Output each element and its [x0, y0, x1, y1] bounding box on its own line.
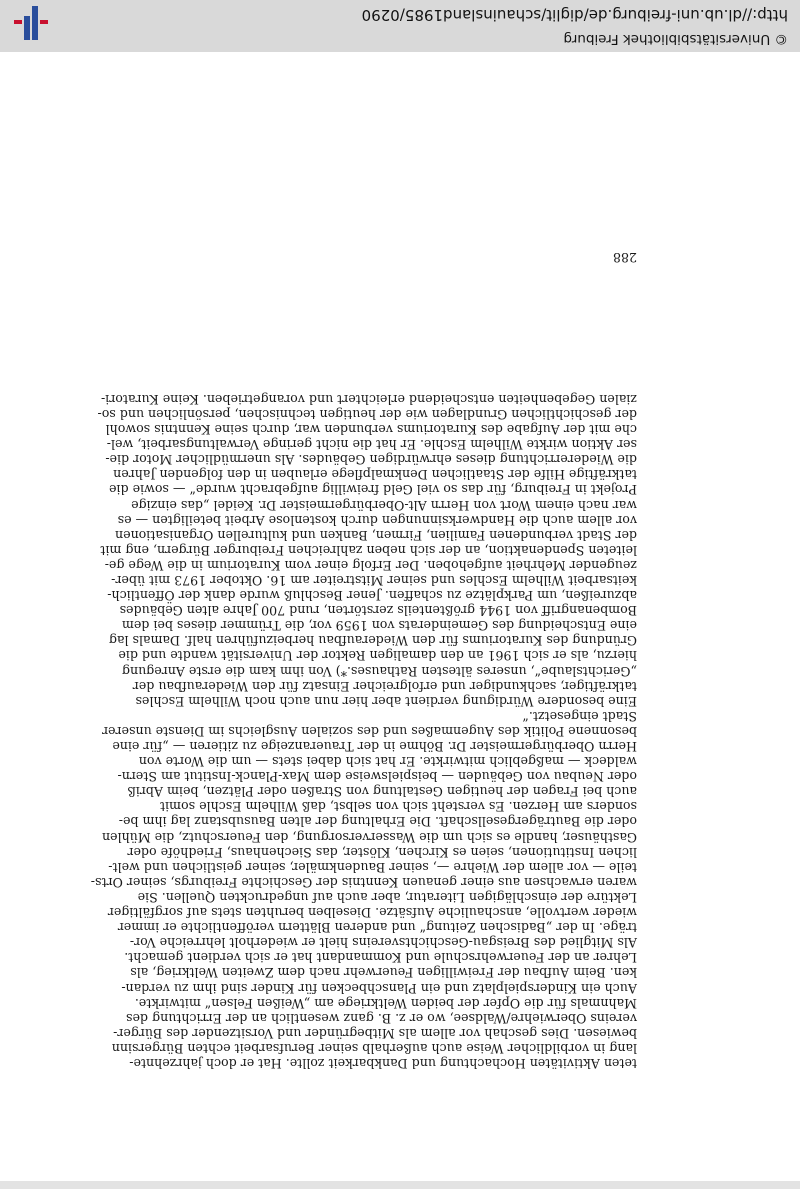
text-line: Stadt eingesetzt.“ [522, 708, 637, 724]
text-line: auch bei Fragen der heutigen Gestaltung von Straßen oder Plätzen, beim Abriß [127, 784, 637, 800]
text-line: die Wiedererrichtung dieses ehrwürdigen Gebäudes. Als unermüdlicher Motor die- [105, 452, 637, 468]
text-line: waldeck — maßgeblich mitwirkte. Er hat sich dabei stets — um die Worte von [138, 754, 637, 770]
article-text [90, 391, 637, 1071]
text-line: tatkräftige Hilfe der Staatlichen Denkmalpflege erlauben in den folgenden Jahren [113, 467, 637, 483]
text-line: Als Mitglied des Breisgau-Geschichtsvereins hielt er wiederholt lehrreiche Vor- [129, 935, 637, 951]
text-line: ken. Beim Aufbau der Freiwilligen Feuerwehr nach dem Zweiten Weltkrieg, als [130, 965, 637, 981]
ub-freiburg-logo-icon[interactable] [12, 4, 52, 42]
text-line: oder die Bauträgergesellschaft. Die Erhaltung der alten Bausubstanz lag ihm be- [118, 814, 637, 830]
text-line: der Stadt verbundenen Familien, Firmen, Banken und kulturellen Organisationen [115, 527, 637, 543]
text-line: wieder wertvolle, anschauliche Aufsätze. Dieselben beruhten stets auf sorgfältiger [107, 905, 637, 921]
text-line: träge. In der „Badischen Zeitung“ und anderen Blättern veröffentlichte er immer [117, 920, 637, 936]
text-line: lang in vorbildlicher Weise auch außerhalb seiner Berufsarbeit echten Bürgersinn [111, 1040, 637, 1056]
footer-band [0, 1181, 800, 1189]
text-line: Lehrer an der Feuerwehrschule und Kommandant hat er sich verdient gemacht. [124, 950, 637, 966]
text-line: Gründung des Kuratoriums für den Wiederaufbau herbeizuführen half. Damals lag [108, 633, 637, 649]
text-line: ser Aktion wirkte Wilhelm Eschle. Er hat die nicht geringe Verwaltungsarbeit, wel- [106, 437, 637, 453]
text-line: Lektüre der einschlägigen Literatur, aber auch auf ungedruckten Quellen. Sie [137, 889, 637, 905]
text-line: lichen Institutionen, seien es Kirchen, Klöster, das Siechenhaus, Friedhöfe oder [127, 844, 637, 860]
text-line: keitsarbeit Wilhelm Eschles und seiner Mitstreiter am 16. Oktober 1973 mit über- [111, 573, 637, 588]
text-line: sonders am Herzen. Es versteht sich von selbst, daß Wilhelm Eschle somit [160, 799, 637, 815]
page-number: 288 [612, 250, 637, 265]
text-line: „Gerichtslaube“, unseres ältesten Rathauses.*) Von ihm kam die erste Anregung [121, 663, 637, 679]
text-line: Mahnmals für die Opfer der beiden Weltkriege am „Weißen Felsen“ mitwirkte. [134, 995, 637, 1011]
text-line: bewiesen. Dies geschah vor allem als Mitbegründer und Vorsitzender des Bürger- [113, 1025, 637, 1041]
text-line: zeugender Mehrheit aufgehoben. Der Erfolg einer vom Kuratorium in die Wege ge- [104, 557, 637, 573]
text-line: vereins Oberwiehre/Waldsee, wo er z. B. ganz wesentlich an der Errichtung des [126, 1010, 637, 1026]
text-line: Herrn Oberbürgermeister Dr. Böhme in der Traueranzeige zu zitieren — „für eine [112, 739, 637, 755]
text-line: Gasthäuser, handle es sich um die Wasserversorgung, den Feuerschutz, die Mühlen [101, 829, 637, 845]
library-credit: © Universitätsbibliothek Freiburg [563, 31, 788, 47]
text-line: der geschichtlichen Grundlagen wie der heutigen technischen, persönlichen und so- [97, 406, 637, 422]
text-line: eine Entscheidung des Gemeinderats von 1959 vor, die Trümmer dieses bei dem [121, 618, 637, 634]
text-line: abzureißen, um Parkplätze zu schaffen. Jener Beschluß wurde dank der Öffentlich- [107, 588, 637, 604]
text-line: teten Aktivitäten Hochachtung und Dankbarkeit zollte. Hat er doch jahrzehnte- [129, 1056, 637, 1071]
text-line: tatkräftiger, sachkundiger und erfolgreicher Einsatz für den Wiederaufbau der [132, 678, 637, 694]
text-line: hierzu, als er sich 1961 an den damaligen Rektor der Universität wandte und die [118, 648, 637, 664]
text-line: besonnene Politik des Augenmaßes und des sozialen Ausgleichs im Dienste unserer [102, 723, 637, 739]
text-line: Eine besondere Würdigung verdient aber hier nun auch noch Wilhelm Eschles [135, 693, 637, 709]
text-line: vor allem auch die Handwerksinnungen durch kostenlose Arbeit beteiligten — es [117, 512, 637, 528]
text-line: oder Neubau von Gebäuden — beispielsweise dem Max-Planck-Institut am Stern- [117, 769, 637, 785]
text-line: war nach einem Wort von Herrn Alt-Oberbürgermeister Dr. Keidel „das einzige [131, 497, 637, 513]
text-line: Bombenangriff von 1944 größtenteils zerstörten, rund 700 Jahre alten Gebäudes [119, 603, 637, 619]
text-line: zialen Gegebenheiten entscheidend erleichtert und vorangetrieben. Keine Kuratori- [101, 391, 637, 407]
text-line: waren erwachsen aus einer genauen Kenntnis der Geschichte Freiburgs, seiner Orts- [90, 874, 637, 890]
text-line: teile — vor allem der Wiehre —, seiner Baudenkmäler, seiner geistlichen und welt- [108, 859, 637, 875]
document-url-link[interactable]: http://dl.ub.uni-freiburg.de/diglit/schauinsland1985/0290 [361, 6, 788, 24]
text-line: che mit der Aufgabe des Kuratoriums verbunden war, durch seine Kenntnis sowohl [105, 422, 637, 438]
text-line: leiteten Spendenaktion, an der sich neben zahlreichen Freiburger Bürgern, eng mit [100, 542, 637, 558]
text-line: Auch ein Kinderspielplatz und ein Planschbecken für Kinder sind ihm zu verdan- [121, 980, 637, 996]
text-line: Projekt in Freiburg, für das so viel Geld freiwillig aufgebracht wurde“ — sowie die [109, 482, 637, 498]
